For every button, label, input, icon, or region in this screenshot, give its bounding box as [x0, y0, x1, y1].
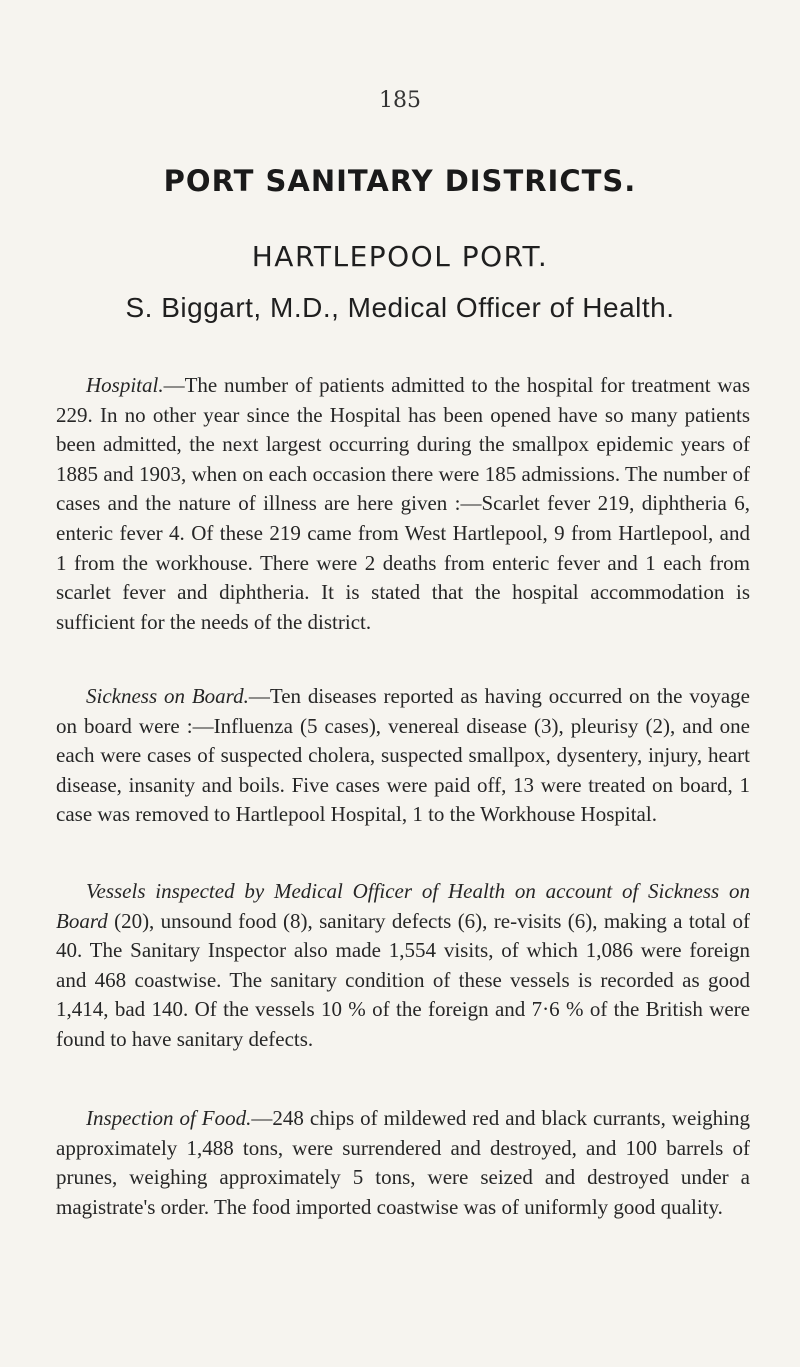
page-number: 185: [379, 88, 421, 113]
paragraph-text: (20), unsound food (8), sanitary defects (6), re-visits (6), making a total of 40. The Sanitary Inspector also made 1,554 visits, of which 1,086 were foreign and 468 coastwise. The sanitary condition of these vessels is recorded as good 1,414, bad 140. Of the vessels 10 % of the foreign and 7·6 % of the British were found to have sanitary defects.: [56, 908, 750, 1051]
paragraph-text: —Ten diseases reported as having occurred on the voyage on board were :—Influenza (5 cases), venereal disease (3), pleurisy (2), and one each were cases of suspected cholera, suspected smallpox, dysentery, injury, heart disease, insanity and boils. Five cases were paid off, 13 were treated on board, 1 case was removed to Hartlepool Hospital, 1 to the Workhouse Hospital.: [56, 684, 750, 827]
paragraph-hospital: [56, 371, 750, 637]
section-heading: PORT SANITARY DISTRICTS.: [163, 164, 637, 198]
paragraph-text: —The number of patients admitted to the hospital for treatment was 229. In no other year since the Hospital has been opened have so many patients been admitted, the next largest occurring during the smallpox epidemic years of 1885 and 1903, when on each occasion there were 185 admissions. The number of cases and the nature of illness are here given :—Scarlet fever 219, diphtheria 6, enteric fever 4. Of these 219 came from West Hartlepool, 9 from Hartlepool, and 1 from the workhouse. There were 2 deaths from enteric fever and 1 each from scarlet fever and diphtheria. It is stated that the hospital accommodation is sufficient for the needs of the district.: [56, 373, 750, 634]
paragraph-sickness-on-board: [56, 682, 750, 830]
paragraph-lead: Hospital.: [86, 373, 164, 397]
paragraph-lead: Sickness on Board.: [86, 684, 249, 708]
port-heading: HARTLEPOOL PORT.: [251, 240, 549, 273]
paragraph-vessels-inspected: [56, 877, 750, 1055]
medical-officer-line: S. Biggart, M.D., Medical Officer of Health.: [125, 292, 675, 323]
paragraph-lead: Inspection of Food.: [86, 1106, 252, 1130]
paragraph-lead: Vessels inspected by Medical Officer of Health on account of Sickness on Board: [56, 879, 750, 933]
paragraph-inspection-of-food: [56, 1104, 750, 1222]
paragraph-text: —248 chips of mildewed red and black currants, weighing approximately 1,488 tons, were surrendered and destroyed, and 100 barrels of prunes, weighing approximately 5 tons, were seized and destroyed under a magistrate's order. The food imported coastwise was of uniformly good quality.: [56, 1106, 750, 1219]
